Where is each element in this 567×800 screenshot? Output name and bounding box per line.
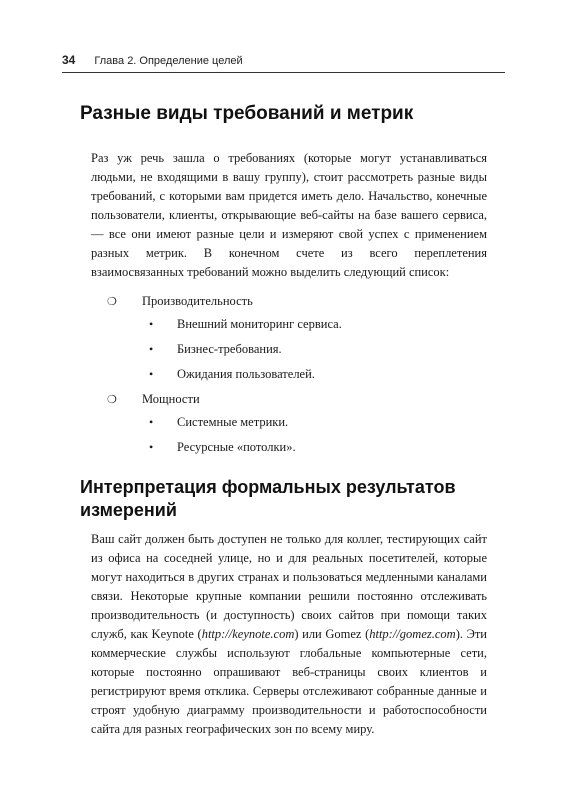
list-item-label: Производительность [142, 294, 253, 308]
sublist-item [142, 438, 342, 457]
requirements-list [105, 292, 342, 463]
circle-bullet-icon: ❍ [107, 296, 117, 308]
sublist-item-label: Бизнес-требования. [177, 342, 282, 356]
circle-bullet-icon: ❍ [107, 394, 117, 406]
dot-bullet-icon: • [149, 367, 154, 381]
dot-bullet-icon: • [149, 317, 154, 331]
list-item-label: Мощности [142, 392, 200, 406]
sublist-item-label: Системные метрики. [177, 415, 289, 429]
sublist-item-label: Внешний мониторинг сервиса. [177, 317, 342, 331]
intro-paragraph: Раз уж речь зашла о требованиях (которые могут устанавливаться людьми, не входящими в вашу группу), стоит рассмотреть разные виды требований, с которыми вам придется иметь дело. Начальство, конечные пользователи, клиенты, открывающие веб-сайты на базе вашего сервиса, — все они имеют разные цели и измеряют свой успех с применением разных метрик. В конечном счете из всего переплетения взаимосвязанных требований можно выделить следующий список: [91, 151, 487, 279]
sublist-item-label: Ресурсные «потолки». [177, 440, 296, 454]
header-divider [62, 72, 505, 73]
sublist-item [142, 413, 342, 432]
section-heading: Разные виды требований и метрик [80, 103, 414, 124]
chapter-title: Глава 2. Определение целей [94, 55, 243, 67]
sublist-item-label: Ожидания пользователей. [177, 367, 315, 381]
dot-bullet-icon: • [149, 342, 154, 356]
sublist [142, 315, 342, 384]
dot-bullet-icon: • [149, 440, 154, 454]
running-header [62, 53, 243, 67]
list-item [105, 390, 342, 457]
section-heading: Интерпретация формальных результатов измерений [80, 477, 456, 520]
sublist-item [142, 315, 342, 334]
paragraph-text: ). Эти коммерческие службы используют глобальные компьютерные сети, которые постоянно опрашивают веб-страницы своих клиентов и регистрируют время отклика. Серверы отслеживают собранные данные и строят удобную диаграмму производительности и работоспособности сайта для разных географических зон по всему миру. [91, 627, 487, 736]
paragraph-text: Ваш сайт должен быть доступен не только для коллег, тестирующих сайт из офиса на соседней улице, но и для реальных посетителей, которые могут находиться в других странах и пользоваться медленными каналами связи. Некоторые крупные компании решили постоянно отслеживать производительность (и доступность) своих сайтов при помощи таких служб, как Keynote ( [91, 532, 487, 641]
paragraph-text: ) или Gomez ( [294, 627, 370, 641]
url-text: http://gomez.com [369, 627, 456, 641]
page-number: 34 [62, 53, 76, 67]
url-text: http://keynote.com [201, 627, 295, 641]
sublist-item [142, 365, 342, 384]
dot-bullet-icon: • [149, 415, 154, 429]
sublist [142, 413, 342, 457]
list-item [105, 292, 342, 384]
body-paragraph [91, 530, 487, 739]
sublist-item [142, 340, 342, 359]
